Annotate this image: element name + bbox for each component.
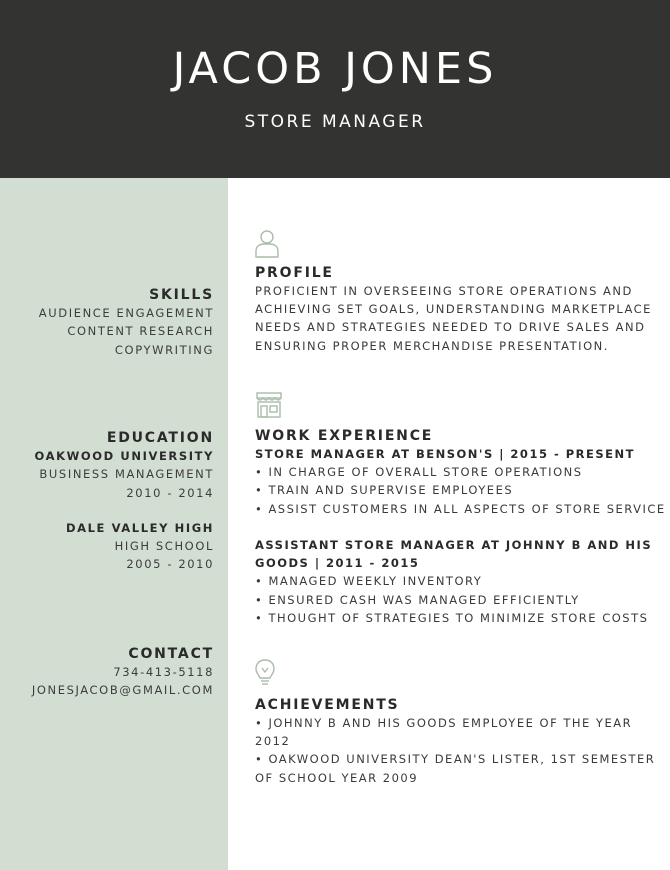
school-name: DALE VALLEY HIGH [65, 520, 214, 535]
skill-item: COPYWRITING [114, 342, 214, 357]
work-experience-heading: WORK EXPERIENCE [255, 428, 434, 444]
job-entry [255, 445, 665, 518]
contact-email: JONESJACOB@GMAIL.COM [31, 683, 214, 698]
job-title-line: STORE MANAGER AT BENSON'S | 2015 - PRESENT [255, 447, 635, 461]
job-title-line: GOODS | 2011 - 2015 [255, 556, 420, 571]
school-name: OAKWOOD UNIVERSITY [34, 449, 214, 463]
education-section [35, 429, 214, 574]
person-icon [255, 229, 279, 263]
profile-line: PROFICIENT IN OVERSEEING STORE OPERATIONS AND [255, 284, 633, 298]
achievement-line: 2012 [255, 734, 291, 749]
skill-item: CONTENT RESEARCH [67, 324, 214, 339]
school-program: BUSINESS MANAGEMENT [39, 467, 214, 482]
profile-heading: PROFILE [255, 265, 334, 281]
resume-header [0, 0, 670, 178]
skill-item: AUDIENCE ENGAGEMENT [38, 306, 214, 320]
job-bullet: • ENSURED CASH WAS MANAGED EFFICIENTLY [255, 592, 580, 607]
job-bullet: • ASSIST CUSTOMERS IN ALL ASPECTS OF STORE SERVICE [255, 501, 666, 516]
skills-heading: SKILLS [149, 287, 214, 303]
profile-line: NEEDS AND STRATEGIES NEEDED TO DRIVE SALES AND [255, 320, 646, 335]
candidate-name: JACOB JONES [172, 44, 498, 94]
store-icon [255, 391, 283, 423]
achievement-line: • OAKWOOD UNIVERSITY DEAN'S LISTER, 1ST SEMESTER [255, 752, 656, 767]
job-title-line: ASSISTANT STORE MANAGER AT JOHNNY B AND HIS [255, 538, 653, 552]
profile-line: ENSURING PROPER MERCHANDISE PRESENTATION. [255, 338, 609, 353]
skills-section [39, 286, 214, 359]
contact-phone: 734-413-5118 [113, 665, 214, 679]
lightbulb-icon [255, 659, 275, 691]
contact-heading: CONTACT [128, 646, 214, 662]
school-program: HIGH SCHOOL [114, 539, 214, 554]
job-entry [255, 536, 665, 627]
profile-line: ACHIEVING SET GOALS, UNDERSTANDING MARKETPLACE [255, 302, 652, 317]
achievements-text [255, 714, 665, 787]
profile-text [255, 282, 665, 355]
job-bullet: • MANAGED WEEKLY INVENTORY [255, 574, 483, 589]
job-bullet: • IN CHARGE OF OVERALL STORE OPERATIONS [255, 465, 583, 480]
achievement-line: • JOHNNY B AND HIS GOODS EMPLOYEE OF THE YEAR [255, 716, 633, 730]
job-bullet: • TRAIN AND SUPERVISE EMPLOYEES [255, 483, 514, 498]
school-years: 2010 - 2014 [126, 485, 214, 500]
job-bullet: • THOUGHT OF STRATEGIES TO MINIMIZE STORE COSTS [255, 610, 649, 625]
achievement-line: OF SCHOOL YEAR 2009 [255, 770, 419, 785]
contact-section [32, 645, 214, 700]
education-heading: EDUCATION [106, 430, 214, 446]
job-title: STORE MANAGER [244, 112, 426, 132]
resume-sidebar [0, 178, 228, 870]
school-years: 2005 - 2010 [126, 557, 214, 572]
achievements-heading: ACHIEVEMENTS [255, 697, 400, 713]
